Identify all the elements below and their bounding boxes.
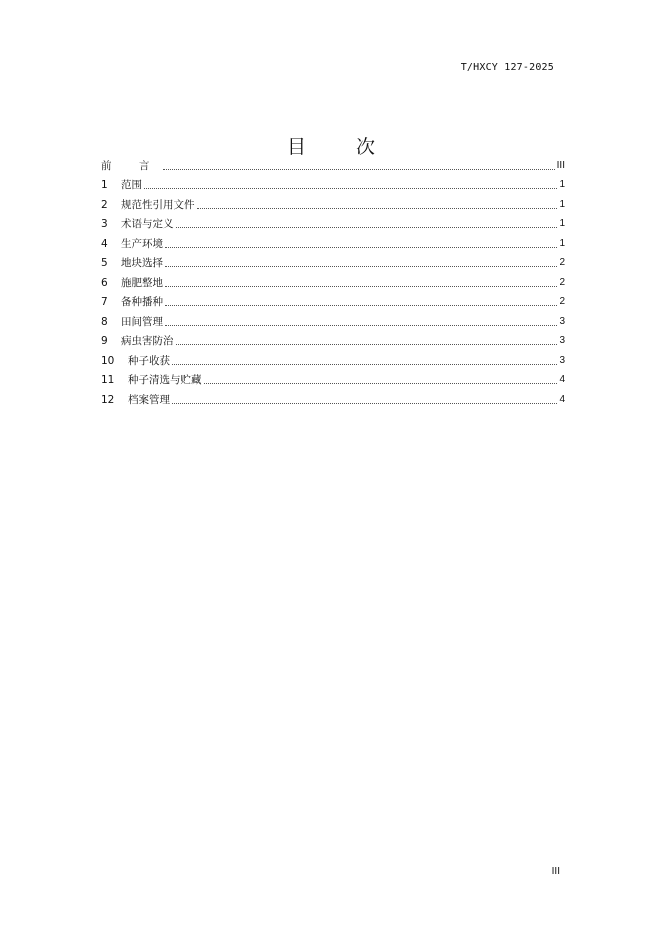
toc-entry-number: 12 bbox=[101, 393, 115, 406]
toc-leader-dots bbox=[204, 383, 558, 384]
toc-entry-7[interactable] bbox=[101, 290, 565, 310]
toc-leader-dots bbox=[165, 286, 557, 287]
toc-leader-dots bbox=[197, 208, 558, 209]
toc-entry-page: III bbox=[556, 159, 565, 171]
toc-entry-10[interactable] bbox=[101, 348, 565, 368]
toc-entry-page: 4 bbox=[559, 393, 565, 405]
toc-entry-label: 前 言 bbox=[101, 159, 162, 172]
toc-leader-dots bbox=[144, 188, 557, 189]
toc-entry-page: 3 bbox=[559, 354, 565, 366]
toc-leader-dots bbox=[172, 364, 557, 365]
toc-entry-label: 病虫害防治 bbox=[121, 335, 174, 347]
toc-entry-6[interactable] bbox=[101, 270, 565, 290]
toc-entry-number: 6 bbox=[101, 276, 108, 289]
toc-entry-11[interactable] bbox=[101, 368, 565, 388]
toc-entry-page: 1 bbox=[559, 218, 565, 229]
toc-leader-dots bbox=[176, 344, 558, 345]
toc-entry-page: 2 bbox=[559, 257, 565, 268]
toc-leader-dots bbox=[165, 325, 557, 326]
toc-entry-3[interactable] bbox=[101, 212, 565, 232]
toc-entry-12[interactable] bbox=[101, 387, 565, 407]
toc-entry-label: 地块选择 bbox=[121, 257, 163, 269]
toc-entry-label: 档案管理 bbox=[128, 393, 170, 406]
toc-title: 目 次 bbox=[286, 136, 398, 158]
toc-leader-dots bbox=[165, 305, 557, 306]
toc-leader-dots bbox=[176, 227, 558, 228]
toc-entry-number: 4 bbox=[101, 237, 108, 250]
toc-entry-label: 施肥整地 bbox=[121, 276, 163, 289]
toc-entry-2[interactable] bbox=[101, 192, 565, 212]
toc-entry-label: 种子清选与贮藏 bbox=[128, 374, 202, 386]
toc-entry-label: 种子收获 bbox=[128, 354, 170, 367]
toc-entry-label: 生产环境 bbox=[121, 237, 163, 250]
toc-entry-page: 3 bbox=[559, 315, 565, 327]
toc-entry-5[interactable] bbox=[101, 251, 565, 271]
toc-entry-page: 2 bbox=[559, 276, 565, 288]
table-of-contents bbox=[101, 153, 565, 407]
toc-entry-label: 田间管理 bbox=[121, 315, 163, 328]
toc-entry-number: 1 bbox=[101, 179, 108, 191]
toc-entry-page: 3 bbox=[559, 335, 565, 346]
toc-entry-4[interactable] bbox=[101, 231, 565, 251]
toc-entry-label: 范围 bbox=[121, 179, 142, 191]
toc-leader-dots bbox=[163, 169, 554, 170]
toc-leader-dots bbox=[172, 403, 557, 404]
toc-entry-number: 11 bbox=[101, 374, 115, 386]
toc-entry-number: 10 bbox=[101, 354, 115, 367]
document-code: T/HXCY 127-2025 bbox=[460, 62, 554, 73]
toc-entry-page: 1 bbox=[559, 179, 565, 190]
toc-entry-page: 1 bbox=[559, 198, 565, 210]
toc-entry-page: 4 bbox=[559, 374, 565, 385]
toc-entry-page: 2 bbox=[559, 296, 565, 307]
toc-leader-dots bbox=[165, 247, 557, 248]
toc-entry-number: 8 bbox=[101, 315, 108, 328]
toc-entry-page: 1 bbox=[559, 237, 565, 249]
toc-entry-number: 5 bbox=[101, 257, 108, 269]
toc-leader-dots bbox=[165, 266, 557, 267]
toc-entry-label: 备种播种 bbox=[121, 296, 163, 308]
toc-entry-1[interactable] bbox=[101, 173, 565, 193]
toc-entry-label: 规范性引用文件 bbox=[121, 198, 195, 211]
toc-entry-number: 2 bbox=[101, 198, 108, 211]
toc-entry-number: 7 bbox=[101, 296, 108, 308]
toc-entry-foreword[interactable] bbox=[101, 153, 565, 173]
toc-entry-label: 术语与定义 bbox=[121, 218, 174, 230]
toc-entry-number: 3 bbox=[101, 218, 108, 230]
toc-entry-8[interactable] bbox=[101, 309, 565, 329]
toc-entry-9[interactable] bbox=[101, 329, 565, 349]
page-number: III bbox=[551, 866, 560, 877]
toc-entry-number: 9 bbox=[101, 335, 108, 347]
